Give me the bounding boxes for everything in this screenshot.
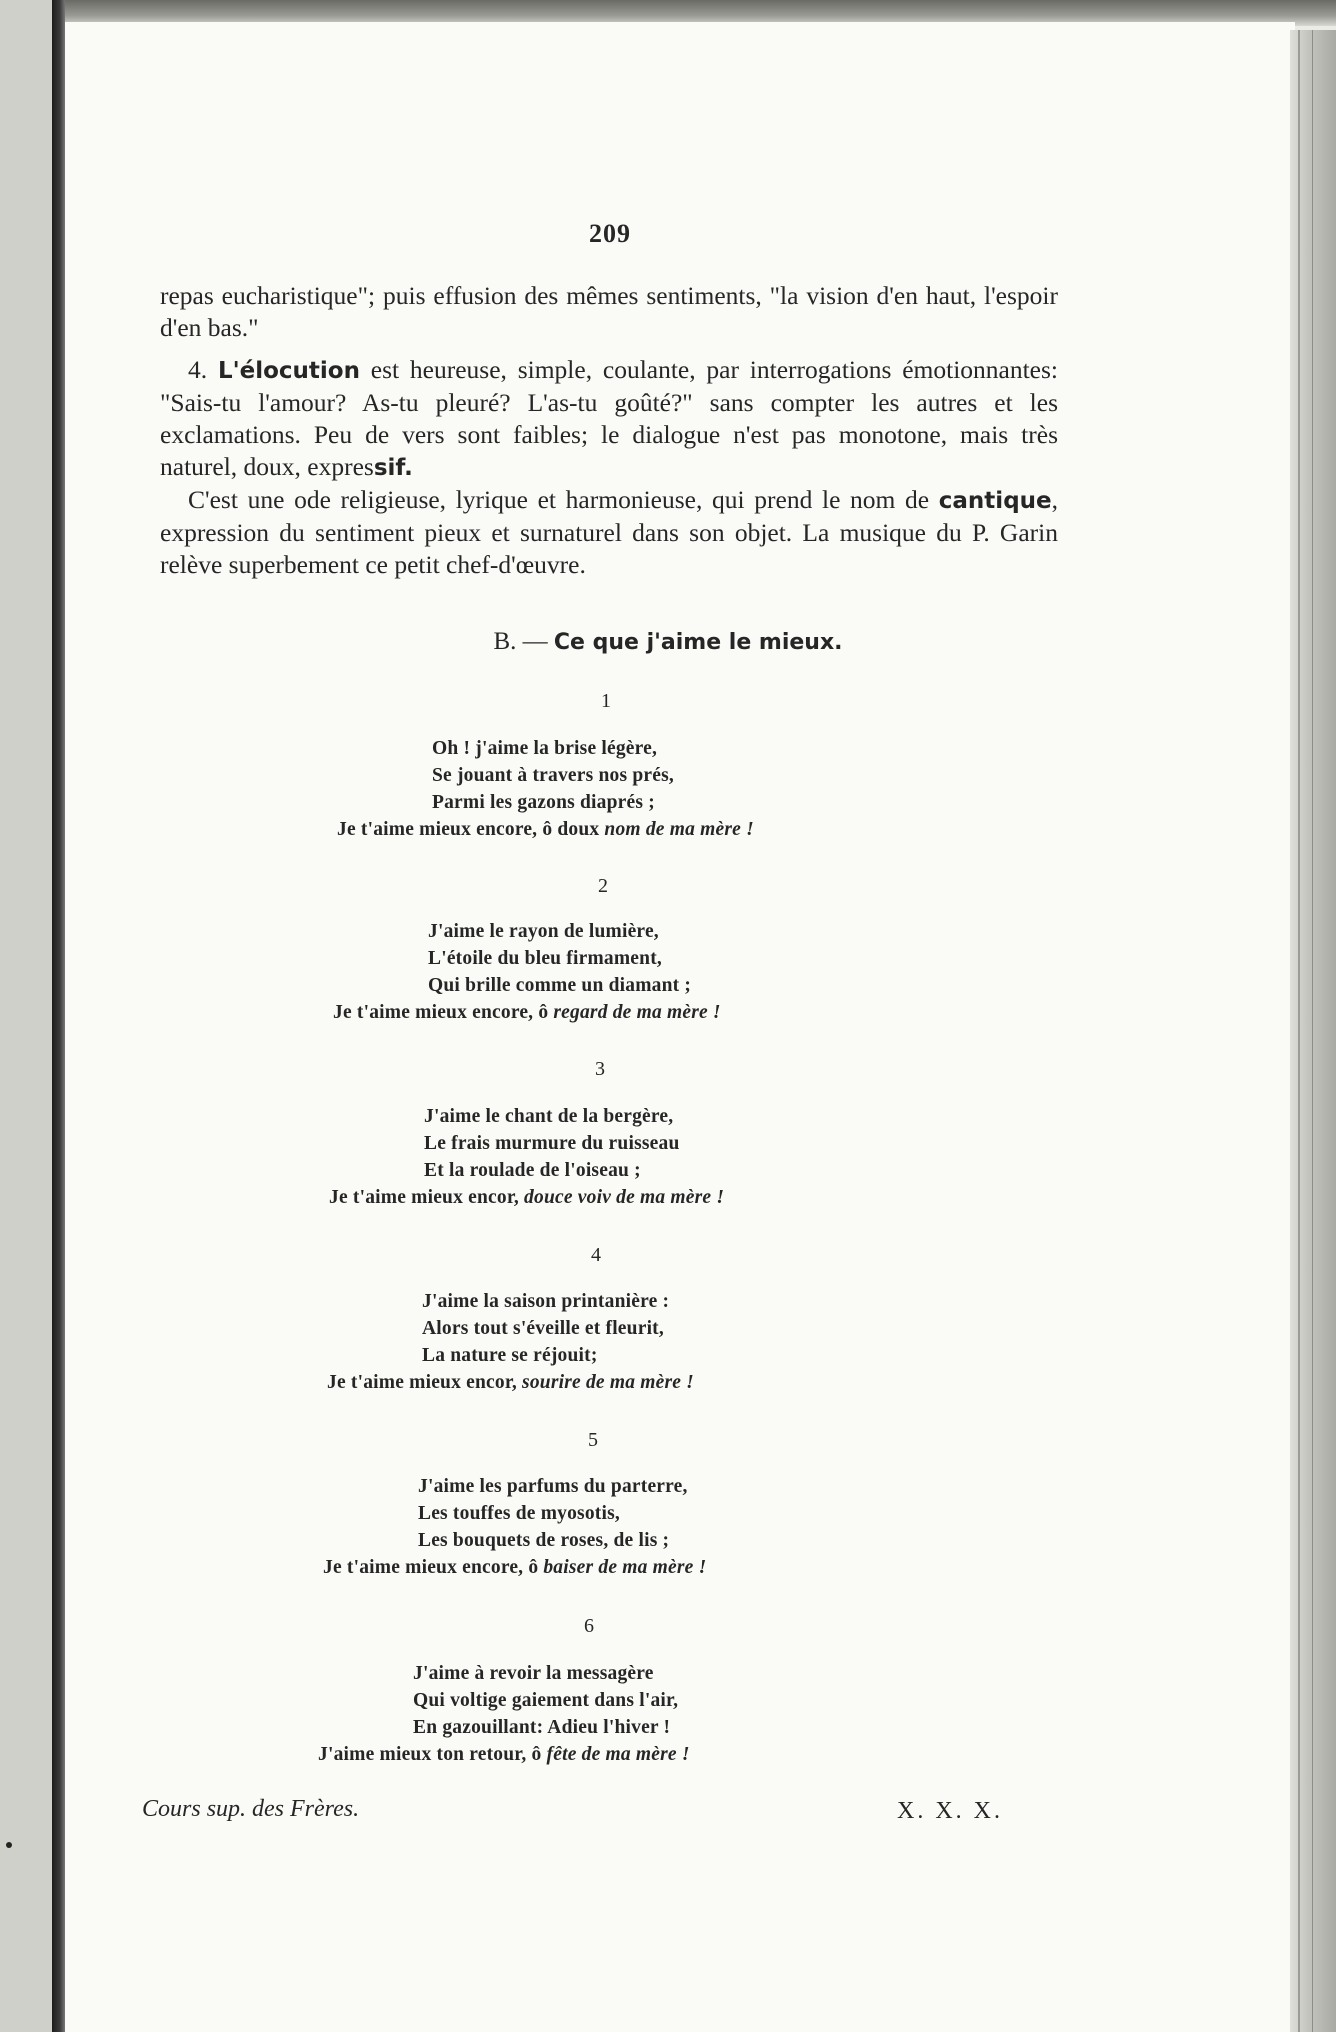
refrain-line — [329, 1184, 724, 1211]
term-elocution-tail: sif. — [373, 455, 413, 481]
section-title-text: Ce que j'aime le mieux. — [553, 630, 843, 655]
footer-signature: X. X. X. — [897, 1798, 1003, 1824]
section-title — [0, 628, 1336, 656]
refrain-text: Je t'aime mieux encor, — [329, 1187, 525, 1208]
verse-line: L'étoile du bleu firmament, — [428, 948, 662, 969]
refrain-text: Je t'aime mieux encore, ô — [333, 1002, 554, 1023]
verse-line: Les bouquets de roses, de lis ; — [418, 1530, 670, 1551]
stanza-number: 2 — [598, 875, 608, 897]
refrain-line — [337, 816, 754, 843]
refrain-italic: regard de ma mère ! — [553, 1002, 721, 1023]
verse-line: Oh ! j'aime la brise légère, — [432, 738, 658, 759]
prose-block — [160, 280, 1058, 581]
ink-speck — [6, 1842, 12, 1848]
verse-line: Et la roulade de l'oiseau ; — [424, 1160, 641, 1181]
refrain-text: J'aime mieux ton retour, ô — [318, 1744, 547, 1765]
refrain-italic: sourire de ma mère ! — [522, 1372, 694, 1393]
page-number: 209 — [589, 219, 631, 248]
stanza-number: 5 — [588, 1429, 598, 1451]
elocution-text: est heureuse, simple, coulante, par interrogations émotionnantes: "Sais-tu l'amour? As-tu pleuré? L'as-tu goûté?" sans compter les autres et les exclamations. Peu de vers sont faibles; le dialogue n'est pas monotone, mais très naturel, doux, expres — [160, 355, 1059, 481]
paragraph-ode — [160, 484, 1058, 581]
stanza — [333, 918, 721, 1026]
stanza-number: 4 — [591, 1244, 601, 1266]
binding-shadow — [52, 0, 65, 2032]
verse-line: J'aime le rayon de lumière, — [428, 921, 659, 942]
page-edge-stack — [1290, 30, 1336, 2032]
verse-line: Qui brille comme un diamant ; — [428, 975, 692, 996]
stanza — [327, 1288, 694, 1396]
refrain-line — [327, 1369, 694, 1396]
verse-line: En gazouillant: Adieu l'hiver ! — [413, 1717, 671, 1738]
stanza — [323, 1473, 706, 1581]
verse-line: Se jouant à travers nos prés, — [432, 765, 674, 786]
refrain-line — [323, 1554, 706, 1581]
refrain-text: Je t'aime mieux encore, ô — [323, 1557, 544, 1578]
verse-line: J'aime à revoir la messagère — [413, 1663, 654, 1684]
verse-line: Parmi les gazons diaprés ; — [432, 792, 655, 813]
verse-line: J'aime la saison printanière : — [422, 1291, 670, 1312]
refrain-italic: baiser de ma mère ! — [543, 1557, 707, 1578]
stanza-number: 3 — [595, 1058, 605, 1080]
term-cantique: cantique — [938, 488, 1052, 514]
refrain-text: Je t'aime mieux encor, — [327, 1372, 523, 1393]
refrain-line — [333, 999, 721, 1026]
verse-line: J'aime le chant de la bergère, — [424, 1106, 674, 1127]
paragraph-continuation: repas eucharistique"; puis effusion des mêmes sentiments, "la vision d'en haut, l'espoir d'en bas." — [160, 281, 1058, 342]
footer-source: Cours sup. des Frères. — [142, 1796, 360, 1822]
verse-line: La nature se réjouit; — [422, 1345, 598, 1366]
item-number: 4. — [188, 355, 208, 384]
verse-line: Les touffes de myosotis, — [418, 1503, 620, 1524]
paragraph-elocution — [160, 354, 1058, 484]
verse-line: J'aime les parfums du parterre, — [418, 1476, 688, 1497]
refrain-italic: douce voiv de ma mère ! — [524, 1187, 725, 1208]
stanza-number: 6 — [584, 1615, 594, 1637]
stanza — [329, 1103, 724, 1211]
verse-line: Qui voltige gaiement dans l'air, — [413, 1690, 679, 1711]
stanza-number: 1 — [601, 690, 611, 712]
stanza — [318, 1660, 690, 1768]
section-prefix: B. — — [493, 628, 554, 655]
stanza — [337, 735, 754, 843]
refrain-line — [318, 1741, 690, 1768]
refrain-italic: nom de ma mère ! — [604, 819, 754, 840]
refrain-text: Je t'aime mieux encore, ô doux — [337, 819, 605, 840]
term-elocution: L'élocution — [217, 358, 360, 384]
ode-text-after: , expression du sentiment pieux et surnaturel dans son objet. La musique du P. Garin relève superbement ce petit chef-d'œuvre. — [160, 485, 1058, 579]
scan-left-margin — [0, 0, 52, 2032]
verse-line: Alors tout s'éveille et fleurit, — [422, 1318, 664, 1339]
verse-line: Le frais murmure du ruisseau — [424, 1133, 680, 1154]
ode-text-before: C'est une ode religieuse, lyrique et harmonieuse, qui prend le nom de — [188, 485, 939, 514]
refrain-italic: fête de ma mère ! — [546, 1744, 690, 1765]
